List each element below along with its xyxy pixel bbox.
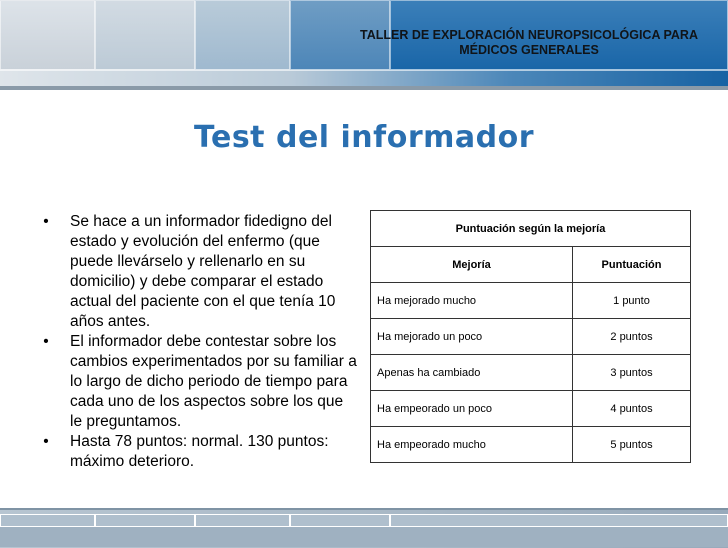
- column-header-improvement: Mejoría: [371, 247, 573, 283]
- table-cell-improvement: Ha mejorado mucho: [371, 283, 573, 319]
- header-tile: [195, 0, 290, 70]
- slide-title: Test del informador: [194, 120, 534, 155]
- table-cell-improvement: Ha mejorado un poco: [371, 319, 573, 355]
- footer-bar: [0, 526, 728, 547]
- table-header-row: [371, 247, 691, 283]
- table-cell-improvement: Ha empeorado un poco: [371, 391, 573, 427]
- header-strip: [0, 70, 728, 87]
- bullet-symbol: •: [43, 213, 49, 230]
- workshop-title: [330, 28, 728, 58]
- table-cell-score: 5 puntos: [573, 427, 691, 463]
- bullet-item: [40, 432, 358, 472]
- header-tile: [95, 0, 195, 70]
- table-row: [371, 427, 691, 463]
- column-header-score: Puntuación: [573, 247, 691, 283]
- table-cell-score: 4 puntos: [573, 391, 691, 427]
- bullet-list: [40, 212, 358, 472]
- table-row: [371, 319, 691, 355]
- workshop-title-line2: MÉDICOS GENERALES: [459, 43, 599, 57]
- table-row: [371, 283, 691, 319]
- table-caption: Puntuación según la mejoría: [371, 211, 691, 247]
- table-cell-score: 2 puntos: [573, 319, 691, 355]
- table-cell-score: 1 punto: [573, 283, 691, 319]
- slide-header: [0, 0, 728, 86]
- score-table: [370, 210, 691, 463]
- table-row: [371, 355, 691, 391]
- bullet-text: Hasta 78 puntos: normal. 130 puntos: máximo deterioro.: [70, 433, 329, 470]
- table-caption-row: [371, 211, 691, 247]
- bullet-text: El informador debe contestar sobre los cambios experimentados por su familiar a lo largo de dicho periodo de tiempo para cada uno de los aspectos sobre los que le preguntamos.: [70, 333, 357, 430]
- table-cell-improvement: Apenas ha cambiado: [371, 355, 573, 391]
- bullet-text: Se hace a un informador fidedigno del estado y evolución del enfermo (que puede llevárselo y rellenarlo en su domicilio) y debe comparar el estado actual del paciente con el que tenía 10 años antes.: [70, 213, 336, 330]
- bullet-item: [40, 212, 358, 332]
- workshop-title-line1: TALLER DE EXPLORACIÓN NEUROPSICOLÓGICA PARA: [360, 28, 698, 42]
- bullet-symbol: •: [43, 433, 49, 450]
- table-row: [371, 391, 691, 427]
- bullet-item: [40, 332, 358, 432]
- header-tile: [0, 0, 95, 70]
- table-cell-score: 3 puntos: [573, 355, 691, 391]
- header-separator: [0, 86, 728, 90]
- table-cell-improvement: Ha empeorado mucho: [371, 427, 573, 463]
- bullet-symbol: •: [43, 333, 49, 350]
